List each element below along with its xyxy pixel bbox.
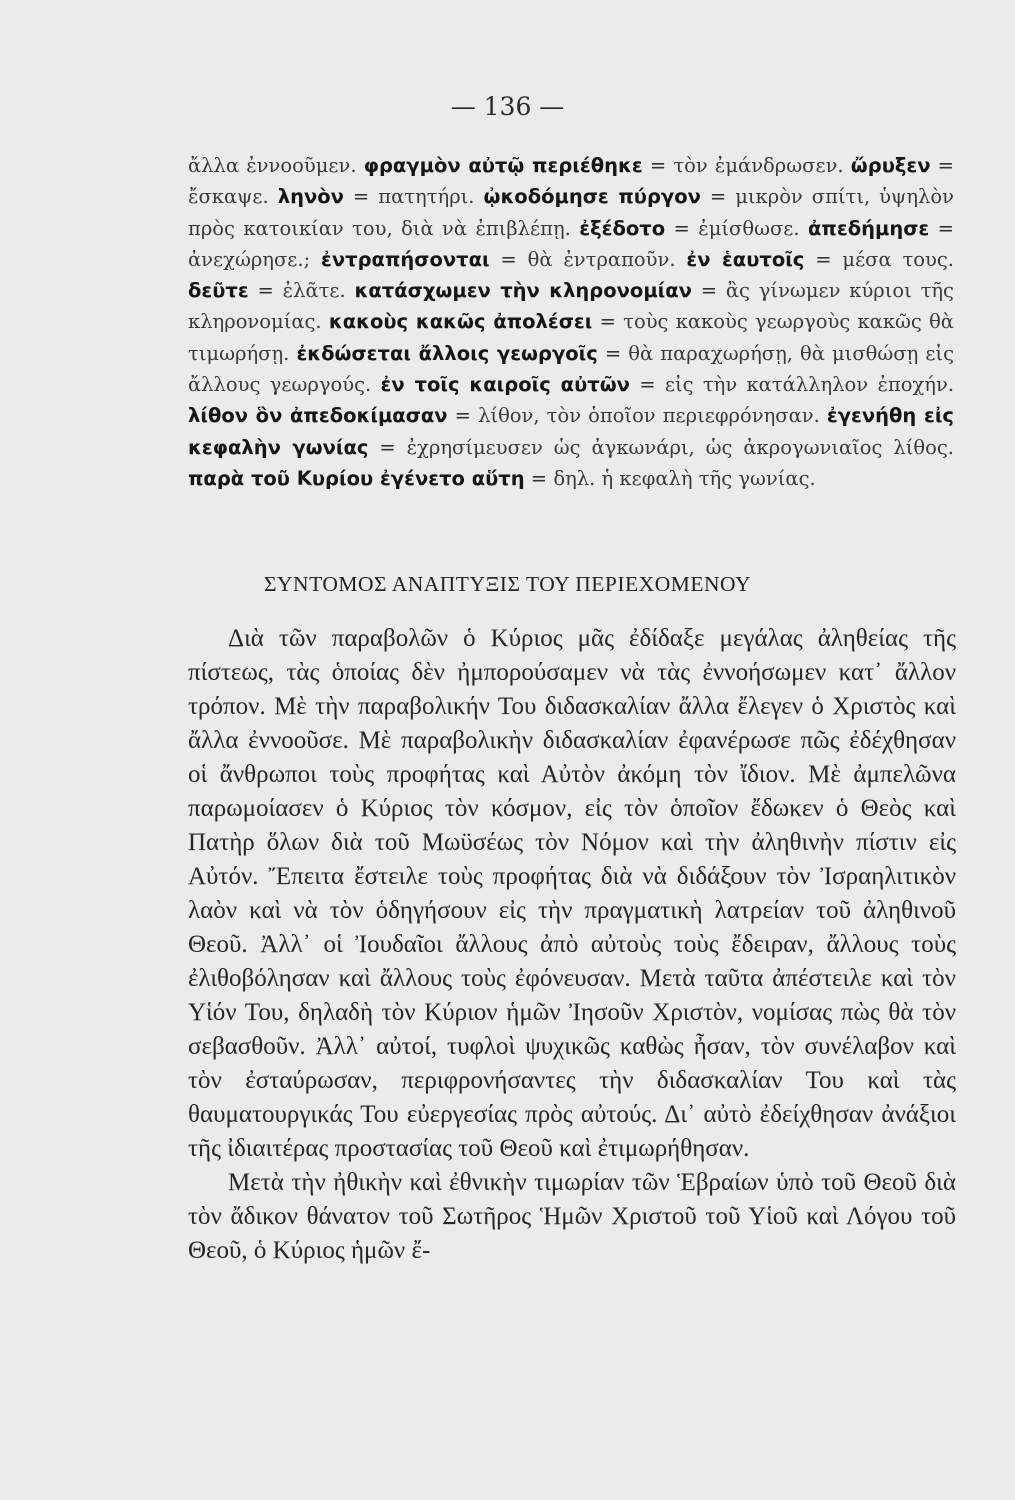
glossary-term: ἄλλα ἐννοοῦμεν. (188, 154, 357, 177)
page-number: — 136 — (450, 92, 565, 121)
glossary-definition: τοὺς κακοὺς γεωργοὺς κακῶς θὰ τιμωρήσῃ. (188, 310, 954, 365)
glossary-definition: ἔσκαψε. (188, 185, 269, 209)
glossary-term: λίθον ὃν ἀπεδοκίμασαν (188, 404, 448, 428)
glossary-definition: λίθον, τὸν ὁποῖον περιεφρόνησαν. (478, 404, 820, 428)
glossary-definition: ἂς γίνωμεν κύριοι τῆς κληρονομίας. (188, 279, 954, 334)
glossary-term: φραγμὸν αὐτῷ περιέθηκε (363, 154, 643, 177)
glossary: ἄλλα ἐννοοῦμεν. φραγμὸν αὐτῷ περιέθηκε = τὸν ἐμάνδρωσεν. ὤρυξεν = ἔσκαψε. ληνὸν = πατητήρι. ᾠκοδόμησε πύργον = μικρὸν σπίτι, ὑψηλὸν πρὸς κατοικίαν του, διὰ νὰ ἐπιβλέπῃ. ἐξέδοτο = ἐμίσθωσε. ἀπεδήμησε = ἀνεχώρησε.; ἐντραπήσονται = θὰ ἐντραποῦν. ἐν ἑαυτοῖς = μέσα τους. δεῦτε = ἐλᾶτε. κατάσχωμεν τὴν κληρονομίαν = ἂς γίνωμεν κύριοι τῆς κληρονομίας. κακοὺς κακῶς ἀπολέσει = τοὺς κακοὺς γεωργοὺς κακῶς θὰ τιμωρήσῃ. ἐκδώσεται ἄλλοις γεωργοῖς = θὰ παραχωρήσῃ, θὰ μισθώσῃ εἰς ἄλλους γεωργούς. ἐν τοῖς καιροῖς αὐτῶν = εἰς τὴν κατάλληλον ἐποχήν. λίθον ὃν ἀπεδοκίμασαν = λίθον, τὸν ὁποῖον περιεφρόνησαν. ἐγενήθη εἰς κεφαλὴν γωνίας = ἐχρησίμευσεν ὡς ἀγκωνάρι, ὡς ἀκρογωνιαῖος λίθος. παρὰ τοῦ Κυρίου ἐγένετο αὕτη = δηλ. ἡ κεφαλὴ τῆς γωνίας. (188, 154, 955, 490)
body-text (188, 622, 956, 1268)
glossary-term: ἐν τοῖς καιροῖς αὐτῶν (380, 373, 630, 397)
glossary-definition: θὰ παραχωρήσῃ, θὰ μισθώσῃ εἰς ἄλλους γεωργούς. (188, 341, 954, 397)
paragraph: Μετὰ τὴν ἠθικὴν καὶ ἐθνικὴν τιμωρίαν τῶν Ἑβραίων ὑπὸ τοῦ Θεοῦ διὰ τὸν ἄδικον θάνατον τοῦ Σωτῆρος Ἡμῶν Χριστοῦ τοῦ Υἱοῦ καὶ Λόγου τοῦ Θεοῦ, ὁ Κύριος ἡμῶν ἔ- (188, 1169, 956, 1264)
glossary-definition: ἐλᾶτε. (282, 279, 346, 303)
glossary-term: κακοὺς κακῶς ἀπολέσει (328, 310, 593, 334)
glossary-term: ἐξέδοτο (579, 216, 666, 240)
glossary-term: ὤρυξεν (850, 154, 931, 177)
glossary-definition: ἐμίσθωσε. (698, 216, 800, 240)
glossary-definition: δηλ. ἡ κεφαλὴ τῆς γωνίας. (553, 466, 816, 490)
section-heading: ΣΥΝΤΟΜΟΣ ΑΝΑΠΤΥΞΙΣ ΤΟΥ ΠΕΡΙΕΧΟΜΕΝΟΥ (264, 572, 751, 596)
glossary-definition: θὰ ἐντραποῦν. (527, 247, 676, 271)
glossary-definition: εἰς τὴν κατάλληλον ἐποχήν. (664, 373, 955, 397)
glossary-term: δεῦτε (188, 279, 249, 303)
glossary-definition: ἀνεχώρησε.; (188, 247, 311, 271)
glossary-term: ᾠκοδόμησε πύργον (483, 185, 701, 209)
glossary-term: παρὰ τοῦ Κυρίου ἐγένετο αὕτη (188, 466, 525, 490)
glossary-definition: μέσα τους. (842, 247, 954, 271)
glossary-definition: πατητήρι. (378, 185, 475, 209)
glossary-term: ἀπεδήμησε (808, 216, 930, 240)
glossary-term: ἐν ἑαυτοῖς (686, 247, 805, 271)
glossary-term: ληνὸν (277, 185, 344, 209)
glossary-definition: ἐχρησίμευσεν ὡς ἀγκωνάρι, ὡς ἀκρογωνιαῖος λίθος. (406, 435, 954, 459)
glossary-term: κατάσχωμεν τὴν κληρονομίαν (354, 279, 692, 303)
glossary-definition: τὸν ἐμάνδρωσεν. (673, 154, 844, 177)
glossary-term: ἐντραπήσονται (321, 247, 490, 271)
glossary-term: ἐγενήθη εἰς κεφαλὴν γωνίας (188, 404, 954, 459)
glossary-definition: μικρὸν σπίτι, ὑψηλὸν πρὸς κατοικίαν του, διὰ νὰ ἐπιβλέπῃ. (188, 185, 954, 240)
paragraph: Διὰ τῶν παραβολῶν ὁ Κύριος μᾶς ἐδίδαξε μεγάλας ἀληθείας τῆς πίστεως, τὰς ὁποίας δὲν ἠμπορούσαμεν νὰ τὰς ἐννοήσωμεν κατ᾽ ἄλλον τρόπον. Μὲ τὴν παραβολικήν Του διδασκαλίαν ἄλλα ἔλεγεν ὁ Χριστὸς καὶ ἄλλα ἐννοοῦσε. Μὲ παραβολικὴν διδασκαλίαν ἐφανέρωσε πῶς ἐδέχθησαν οἱ ἄνθρωποι τοὺς προφήτας καὶ Αὐτὸν ἀκόμη τὸν ἴδιον. Μὲ ἀμπελῶνα παρωμοίασεν ὁ Κύριος τὸν κόσμον, εἰς τὸν ὁποῖον ἔδωκεν ὁ Θεὸς καὶ Πατὴρ ὅλων διὰ τοῦ Μωϋσέως τὸν Νόμον καὶ τὴν ἀληθινὴν πίστιν εἰς Αὐτόν. Ἔπειτα ἔστειλε τοὺς προφήτας διὰ νὰ διδάξουν τὸν Ἰσραηλιτικὸν λαὸν καὶ νὰ τὸν ὁδηγήσουν εἰς τὴν πραγματικὴ λατρείαν τοῦ ἀληθινοῦ Θεοῦ. Ἀλλ᾽ οἱ Ἰουδαῖοι ἄλλους ἀπὸ αὐτοὺς τοὺς ἔδειραν, ἄλλους τοὺς ἐλιθοβόλησαν καὶ ἄλλους τοὺς ἐφόνευσαν. Μετὰ ταῦτα ἀπέστειλε καὶ τὸν Υἱόν Του, δηλαδὴ τὸν Κύριον ἡμῶν Ἰησοῦν Χριστὸν, νομίσας πὼς θὰ τὸν σεβασθοῦν. Ἀλλ᾽ αὐτοί, τυφλοὶ ψυχικῶς καθὼς ἦσαν, τὸν συνέλαβον καὶ τὸν ἐσταύρωσαν, περιφρονήσαντες τὴν διδασκαλίαν Του καὶ τὰς θαυματουργικάς Του εὐεργεσίας πρὸς αὐτούς. Δι᾽ αὐτὸ ἐδείχθησαν ἀνάξιοι τῆς ἰδιαιτέρας προστασίας τοῦ Θεοῦ καὶ ἐτιμωρήθησαν. (188, 625, 956, 1162)
glossary-term: ἐκδώσεται ἄλλοις γεωργοῖς (296, 341, 598, 365)
